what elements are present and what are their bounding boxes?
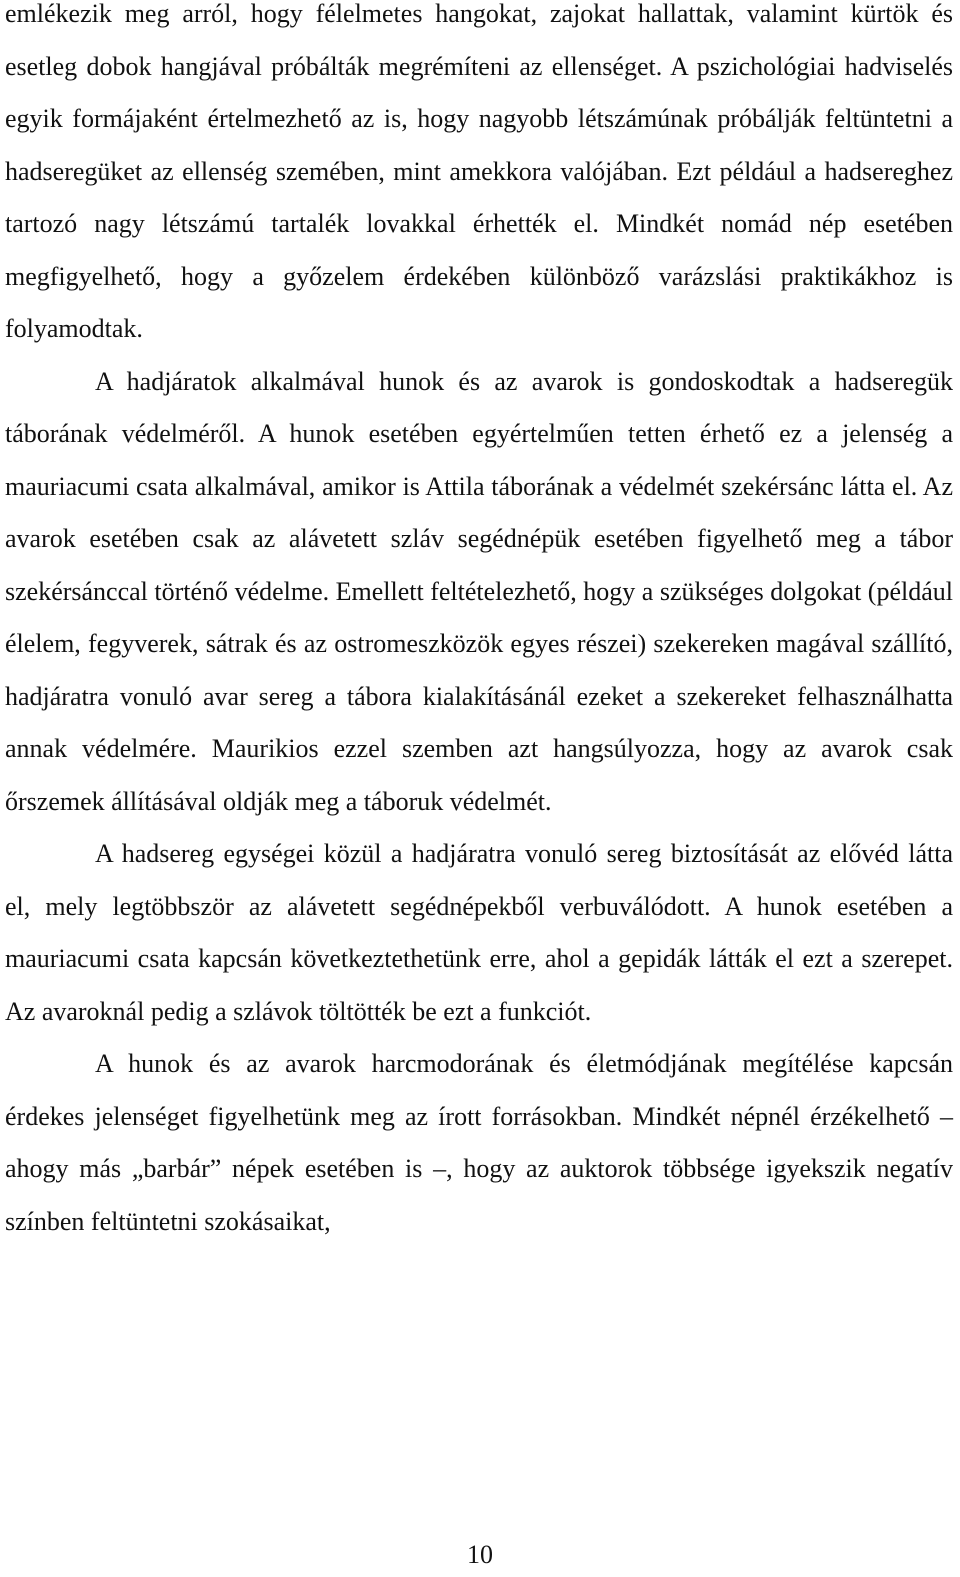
page-number: 10 — [467, 1540, 493, 1569]
paragraph-3: A hadsereg egységei közül a hadjáratra vonuló sereg biztosítását az elővéd látta el, mely legtöbbször az alávetett segédnépekből verbuválódott. A hunok esetében a mauriacumi csata kapcsán következtethetünk erre, ahol a gepidák látták el ezt a szerepet. Az avaroknál pedig a szlávok töltötték be ezt a funkciót. — [5, 839, 953, 1026]
paragraph-2: A hadjáratok alkalmával hunok és az avarok is gondoskodtak a hadseregük táborának védelméről. A hunok esetében egyértelműen tetten érhető ez a jelenség a mauriacumi csata alkalmával, amikor is Attila táborának a védelmét szekérsánc látta el. Az avarok esetében csak az alávetett szláv segédnépük esetében figyelhető meg a tábor szekérsánccal történő védelme. Emellett feltételezhető, hogy a szükséges dolgokat (például élelem, fegyverek, sátrak és az ostromeszközök egyes részei) szekereken magával szállító, hadjáratra vonuló avar sereg a tábora kialakításánál ezeket a szekereket felhasználhatta annak védelmére. Maurikios ezzel szemben azt hangsúlyozza, hogy az avarok csak őrszemek állításával oldják meg a táboruk védelmét. — [5, 366, 953, 816]
paragraph-1: emlékezik meg arról, hogy félelmetes hangokat, zajokat hallattak, valamint kürtök és esetleg dobok hangjával próbálták megrémíteni az ellenséget. A pszichológiai hadviselés egyik formájaként értelmezhető az is, hogy nagyobb létszámúnak próbálják feltüntetni a hadseregüket az ellenség szemében, mint amekkora valójában. Ezt például a hadsereghez tartozó nagy létszámú tartalék lovakkal érhették el. Mindkét nomád nép esetében megfigyelhető, hogy a győzelem érdekében különböző varázslási praktikákhoz is folyamodtak. — [5, 0, 953, 343]
paragraph-4: A hunok és az avarok harcmodorának és életmódjának megítélése kapcsán érdekes jelenséget figyelhetünk meg az írott forrásokban. Mindkét népnél érzékelhető – ahogy más „barbár” népek esetében is –, hogy az auktorok többsége igyekszik negatív színben feltüntetni szokásaikat, — [5, 1049, 953, 1236]
body-text — [5, 0, 953, 1248]
